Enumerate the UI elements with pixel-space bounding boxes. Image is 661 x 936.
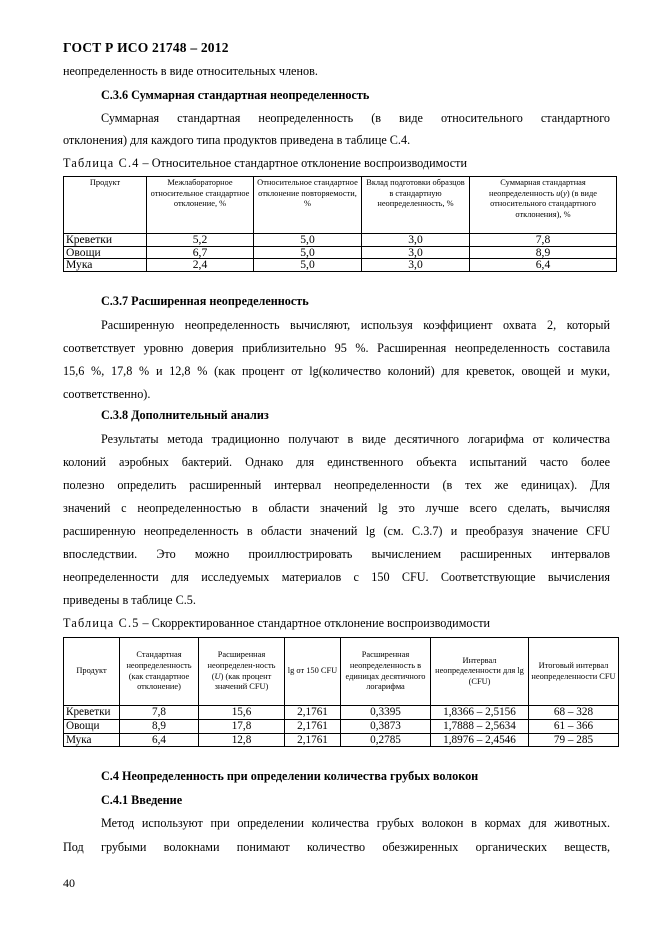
table-cell: 0,2785: [341, 733, 431, 747]
text-line: Суммарная стандартная неопределенность (в виде относительного стандартного: [101, 111, 610, 125]
table-header-cell: Стандартная неопределенность (как стандартное отклонение): [120, 638, 199, 706]
table-caption-label: Таблица С.5: [63, 616, 140, 630]
table-cell: 8,9: [120, 719, 199, 733]
table-cell: 15,6: [199, 706, 285, 720]
table-row: [64, 246, 617, 259]
table-cell: 8,9: [470, 246, 617, 259]
section-heading-c37: С.3.7 Расширенная неопределенность: [101, 294, 309, 308]
text-line: колоний аэробных бактерий. Однако для единственного объекта испытаний часто более: [63, 455, 610, 469]
table-c4: [63, 176, 617, 272]
table-header-cell: Продукт: [64, 638, 120, 706]
table-header-cell: Вклад подготовки образцов в стандартную неопределенность, %: [362, 177, 470, 234]
table-cell: 5,2: [147, 234, 254, 247]
table-row: [64, 259, 617, 272]
table-caption-label: Таблица С.4: [63, 156, 140, 170]
table-cell: 2,4: [147, 259, 254, 272]
table-cell: 6,4: [120, 733, 199, 747]
table-cell: 3,0: [362, 234, 470, 247]
table-cell: 79 – 285: [529, 733, 619, 747]
page-number: 40: [63, 876, 75, 890]
table-row: [64, 733, 619, 747]
text-line: впоследствии. Это можно проиллюстрировать вычислением расширенных интервалов: [63, 547, 610, 561]
table-cell: 2,1761: [285, 733, 341, 747]
table-cell: 5,0: [254, 246, 362, 259]
table-cell: 6,7: [147, 246, 254, 259]
table-caption-text: – Скорректированное стандартное отклонение воспроизводимости: [139, 616, 491, 630]
text-line: Под грубыми волокнами понимают количество обезжиренных органических веществ,: [63, 840, 610, 854]
text-line: Результаты метода традиционно получают в виде десятичного логарифма от количества: [101, 432, 610, 446]
text-line: соответствует уровню доверия приблизительно 95 %. Расширенная неопределенность составила: [63, 341, 610, 355]
table-caption-text: – Относительное стандартное отклонение воспроизводимости: [139, 156, 467, 170]
table-cell: 1,8366 – 2,5156: [431, 706, 529, 720]
table-header-cell: Расширенная неопределен-ность (U) (как процент значений CFU): [199, 638, 285, 706]
table-cell: 3,0: [362, 259, 470, 272]
text-line: расширенную неопределенность в области значений lg (см. С.3.7) и преобразуя значение CFU: [63, 524, 610, 538]
document-header: ГОСТ Р ИСО 21748 – 2012: [63, 40, 229, 55]
table-header-cell: Продукт: [64, 177, 147, 234]
table-cell: 1,7888 – 2,5634: [431, 719, 529, 733]
table-cell: 5,0: [254, 259, 362, 272]
text-line: Метод используют при определении количества грубых волокон в кормах для животных.: [101, 816, 610, 830]
table-cell: Овощи: [64, 719, 120, 733]
table-cell: Мука: [64, 733, 120, 747]
table-cell: 17,8: [199, 719, 285, 733]
text-line: отклонения) для каждого типа продуктов приведена в таблице С.4.: [63, 133, 411, 147]
table-header-cell: Расширенная неопределенность в единицах десятичного логарифма: [341, 638, 431, 706]
table-cell: 5,0: [254, 234, 362, 247]
table-cell: Креветки: [64, 706, 120, 720]
table-header-row: [64, 638, 619, 706]
table-cell: 0,3873: [341, 719, 431, 733]
table-c5: [63, 637, 619, 747]
table-cell: 1,8976 – 2,4546: [431, 733, 529, 747]
table-caption: [63, 156, 467, 171]
table-cell: 2,1761: [285, 706, 341, 720]
table-cell: 3,0: [362, 246, 470, 259]
section-heading-c4: С.4 Неопределенность при определении количества грубых волокон: [101, 769, 479, 783]
section-heading-c41: С.4.1 Введение: [101, 793, 183, 807]
table-row: [64, 706, 619, 720]
section-heading-c38: С.3.8 Дополнительный анализ: [101, 408, 269, 422]
table-header-cell: Суммарная стандартная неопределенность u(y) (в виде относительного стандартного отклонения), %: [470, 177, 617, 234]
text-line: 15,6 %, 17,8 % и 12,8 % (как процент от lg(количество колоний) для креветок, овощей и муки,: [63, 364, 610, 378]
table-cell: 12,8: [199, 733, 285, 747]
table-cell: Мука: [64, 259, 147, 272]
text-line: неопределенности для исследуемых материалов с 150 CFU. Соответствующие вычисления: [63, 570, 610, 584]
table-cell: 2,1761: [285, 719, 341, 733]
text-line: неопределенность в виде относительных членов.: [63, 64, 318, 78]
table-caption: [63, 616, 490, 631]
table-cell: 7,8: [120, 706, 199, 720]
table-header-cell: Интервал неопределенности для lg (CFU): [431, 638, 529, 706]
table-cell: 6,4: [470, 259, 617, 272]
table-row: [64, 719, 619, 733]
table-cell: Овощи: [64, 246, 147, 259]
table-cell: Креветки: [64, 234, 147, 247]
table-cell: 7,8: [470, 234, 617, 247]
text-line: полезно определить расширенный интервал неопределенности (в тех же единицах). Для: [63, 478, 610, 492]
table-header-cell: lg от 150 CFU: [285, 638, 341, 706]
table-cell: 0,3395: [341, 706, 431, 720]
table-header-cell: Относительное стандартное отклонение повторяемости, %: [254, 177, 362, 234]
text-line: соответственно).: [63, 387, 151, 401]
table-header-cell: Межлабораторное относительное стандартное отклонение, %: [147, 177, 254, 234]
text-line: значений с неопределенностью в области значений lg это лучше всего сделать, вычисляя: [63, 501, 610, 515]
section-heading-c36: С.3.6 Суммарная стандартная неопределенность: [101, 88, 370, 102]
text-line: Расширенную неопределенность вычисляют, используя коэффициент охвата 2, который: [101, 318, 610, 332]
table-header-row: [64, 177, 617, 234]
text-line: приведены в таблице С.5.: [63, 593, 196, 607]
table-row: [64, 234, 617, 247]
table-cell: 68 – 328: [529, 706, 619, 720]
table-cell: 61 – 366: [529, 719, 619, 733]
table-header-cell: Итоговый интервал неопределенности CFU: [529, 638, 619, 706]
